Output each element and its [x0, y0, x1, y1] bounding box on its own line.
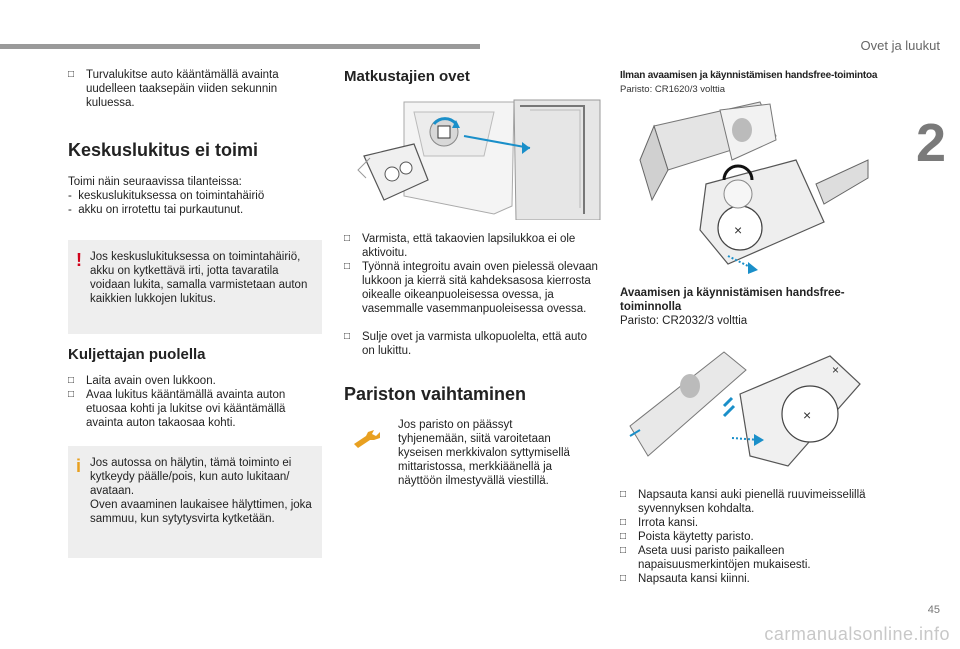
lead-text: Toimi näin seuraavissa tilanteissa:	[68, 176, 242, 188]
no-handsfree-heading: Ilman avaamisen ja käynnistämisen handsfree-toimintoa	[620, 70, 878, 81]
section-title-central-locking: Keskuslukitus ei toimi	[68, 140, 259, 160]
header-rule	[0, 44, 480, 49]
passenger-bullet-1: □ Varmista, että takaovien lapsilukkoa ei ole aktivoitu.	[344, 232, 602, 260]
no-handsfree-battery: Paristo: CR1620/3 volttia	[620, 84, 726, 95]
passenger-bullet-3: □ Sulje ovet ja varmista ulkopuolelta, että auto on lukittu.	[344, 330, 602, 358]
watermark: carmanualsonline.info	[764, 624, 950, 644]
key-fob-cr1620-illustration	[620, 100, 870, 278]
battery-step-3: □ Poista käytetty paristo.	[620, 530, 880, 544]
intro-bullet: □ Turvalukitse auto kääntämällä avainta uudelleen taaksepäin viiden sekunnin kuluessa.	[68, 68, 324, 110]
exclamation-icon: !	[76, 250, 82, 270]
door-lock-illustration	[344, 96, 602, 220]
passenger-bullet-2: □ Työnnä integroitu avain oven pielessä olevaan lukkoon ja kierrä sitä kahdeksasosa kierrosta oikealle oikeanpuoleisessa ovessa, ja vasemmalle vasemmanpuoleisessa ovessa.	[344, 260, 602, 316]
section-title-battery: Pariston vaihtaminen	[344, 384, 527, 404]
handsfree-battery: Paristo: CR2032/3 volttia	[620, 315, 748, 327]
driver-bullet-1: □ Laita avain oven lukkoon.	[68, 374, 324, 388]
warning-text: Jos keskuslukituksessa on toimintahäiriö, akku on kytkettävä irti, jotta tavaratila voidaan lukita, samalla varmistetaan auton kaikkien lukkojen lukitus.	[90, 251, 308, 305]
warning-note	[68, 240, 322, 334]
info-text: Jos autossa on hälytin, tämä toiminto ei kytkeydy päälle/pois, kun auto lukitaan/ avataan. Oven avaaminen laukaisee hälyttimen, joka sammuu, kun sytytysvirta kytketään.	[90, 457, 312, 525]
subsection-driver-side: Kuljettajan puolella	[68, 346, 206, 363]
wrench-icon	[352, 428, 382, 450]
battery-step-1: □ Napsauta kansi auki pienellä ruuvimeisselillä syvennyksen kohdalta.	[620, 488, 880, 516]
battery-step-5: □ Napsauta kansi kiinni.	[620, 572, 880, 586]
info-icon: i	[76, 456, 82, 476]
battery-step-4: □ Aseta uusi paristo paikalleen napaisuusmerkintöjen mukaisesti.	[620, 544, 880, 572]
svg-text:×: ×	[803, 407, 812, 423]
chapter-title: Ovet ja luukut	[860, 38, 940, 53]
handsfree-heading: Avaamisen ja käynnistämisen handsfree-toiminnolla	[620, 287, 845, 313]
key-fob-cr2032-illustration	[620, 344, 870, 480]
dash-item-2: - akku on irrotettu tai purkautunut.	[68, 204, 244, 216]
column-left	[68, 68, 324, 110]
svg-text:×: ×	[734, 222, 743, 238]
dash-item-1: - keskuslukituksessa on toimintahäiriö	[68, 190, 265, 202]
battery-step-2: □ Irrota kansi.	[620, 516, 880, 530]
svg-text:×: ×	[832, 363, 840, 377]
info-note	[68, 446, 322, 558]
page-number: 45	[927, 604, 940, 616]
chapter-number: 2	[915, 113, 946, 173]
battery-warning-text: Jos paristo on päässyt tyhjenemään, siitä varoitetaan kyseisen merkkivalon syttymisellä mittaristossa, merkkiäänellä ja näyttöön ilmestyvällä viestillä.	[398, 419, 570, 487]
subsection-passenger-doors: Matkustajien ovet	[344, 68, 470, 85]
driver-bullet-2: □ Avaa lukitus kääntämällä avainta auton etuosaa kohti ja lukitse ovi kääntämällä avainta auton takaosaa kohti.	[68, 388, 324, 430]
